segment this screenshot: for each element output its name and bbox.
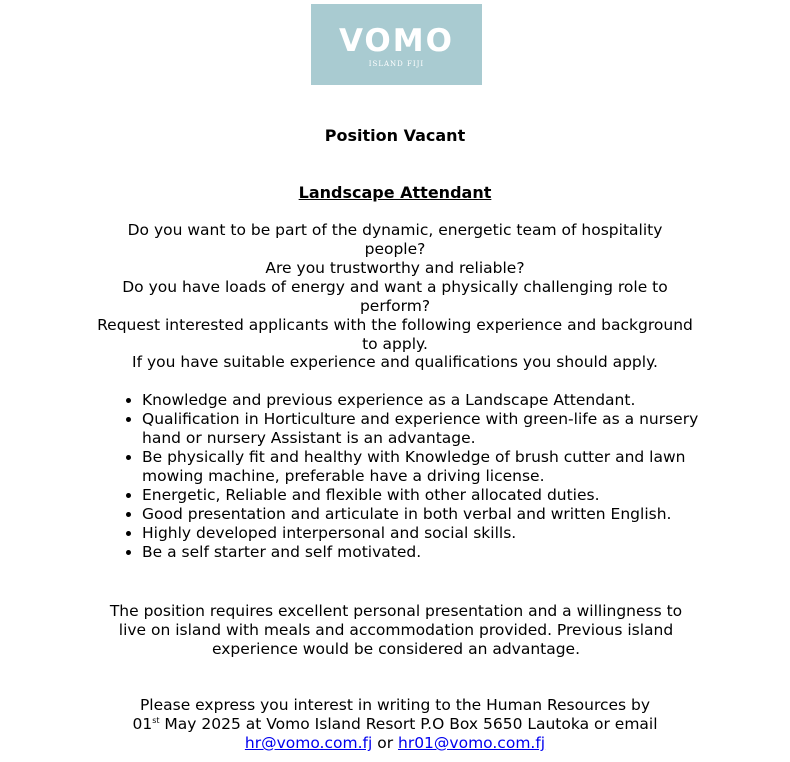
- page-heading: Position Vacant: [324, 126, 466, 145]
- apply-line: If you have suitable experience and qualifications you should apply.: [132, 353, 658, 371]
- contact-address: May 2025 at Vomo Island Resort P.O Box 5650 Lautoka or email: [159, 715, 658, 733]
- date-day: 01: [132, 715, 153, 733]
- requirements-list: [110, 391, 742, 562]
- contact-line-3: [95, 734, 695, 753]
- list-item: • Knowledge and previous experience as a Landscape Attendant.: [142, 391, 742, 410]
- list-item: • Be physically fit and healthy with Knowledge of brush cutter and lawn mowing machine, preferable have a driving license.: [142, 448, 742, 486]
- vomo-logo: [311, 4, 482, 85]
- list-item: • Highly developed interpersonal and social skills.: [142, 524, 742, 543]
- position-paragraph: The position requires excellent personal presentation and a willingness to live on island with meals and accommodation provided. Previous island experience would be considered an advantage.: [109, 602, 683, 658]
- list-item: • Qualification in Horticulture and experience with green-life as a nursery hand or nursery Assistant is an advantage.: [142, 410, 742, 448]
- list-item: • Be a self starter and self motivated.: [142, 543, 742, 562]
- email-link-hr01[interactable]: hr01@vomo.com.fj: [398, 734, 546, 752]
- list-item: • Energetic, Reliable and flexible with other allocated duties.: [142, 486, 742, 505]
- or-text: or: [372, 734, 398, 752]
- intro-line: Are you trustworthy and reliable?: [265, 259, 525, 277]
- job-title: Landscape Attendant: [298, 183, 492, 202]
- intro-line: Do you have loads of energy and want a physically challenging role to perform?: [122, 278, 668, 315]
- date-suffix: st: [152, 715, 160, 725]
- contact-block: [95, 696, 695, 753]
- intro-line: Do you want to be part of the dynamic, energetic team of hospitality people?: [127, 221, 663, 258]
- list-item: • Good presentation and articulate in both verbal and written English.: [142, 505, 742, 524]
- logo-subtitle: ISLAND FIJI: [368, 60, 425, 68]
- logo-wordmark: VOMO: [338, 23, 454, 59]
- intro-block: [95, 221, 695, 354]
- contact-line-1: Please express you interest in writing to the Human Resources by: [139, 696, 651, 714]
- email-link-hr[interactable]: hr@vomo.com.fj: [244, 734, 373, 752]
- intro-line: Request interested applicants with the following experience and background to apply.: [97, 316, 693, 353]
- contact-line-2: [95, 715, 695, 734]
